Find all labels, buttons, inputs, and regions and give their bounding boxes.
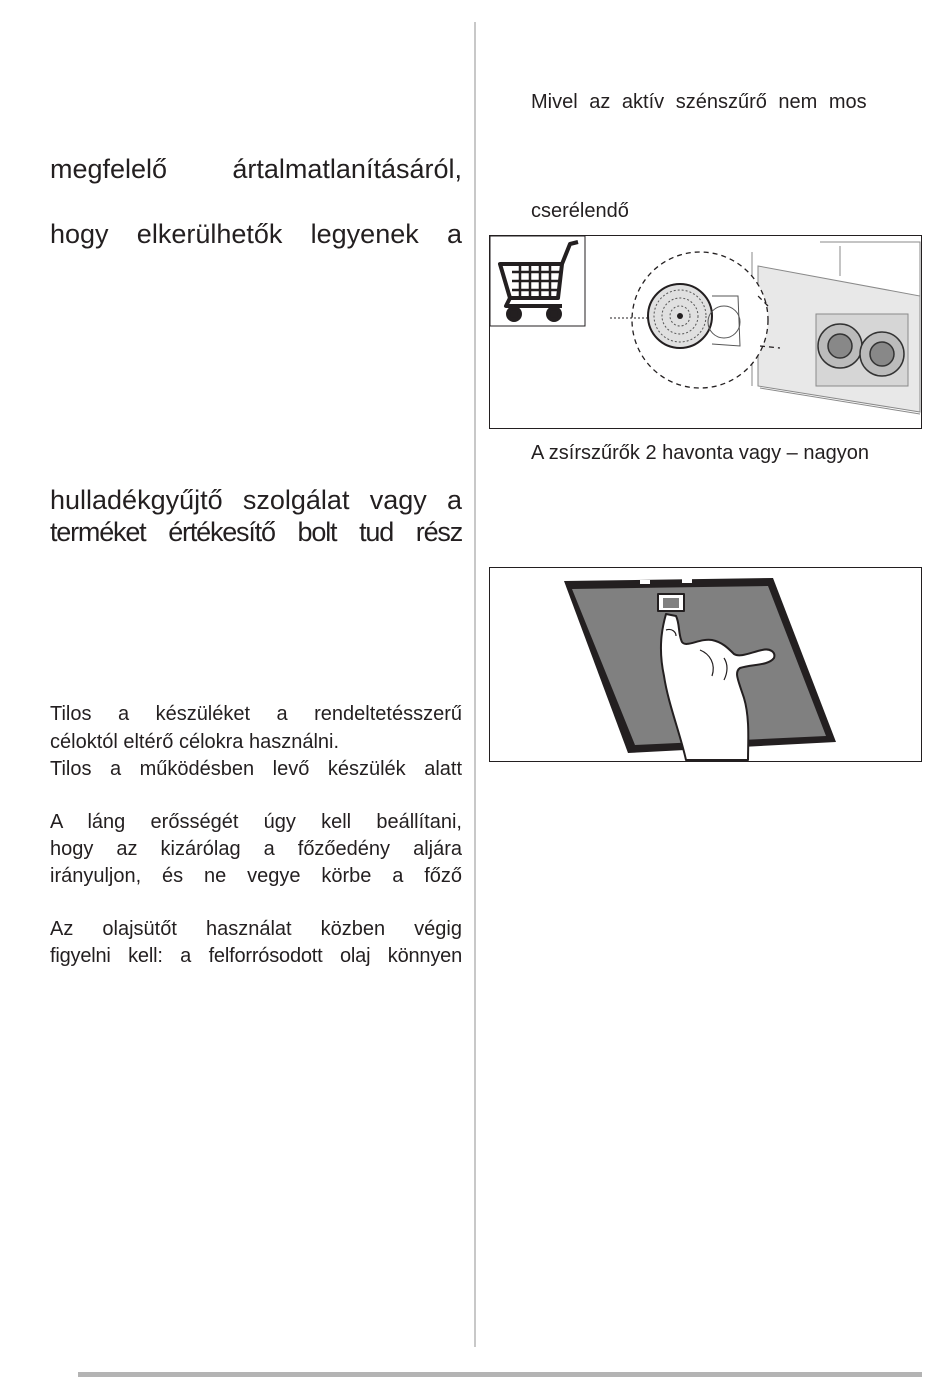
carbon-filter-figure bbox=[489, 235, 922, 429]
fryer-line-1: Az olajsütőt használat közben végig bbox=[50, 918, 462, 940]
disposal-line-3: hulladékgyűjtő szolgálat vagy a bbox=[50, 485, 462, 515]
flame-line-1: A láng erősségét úgy kell beállítani, bbox=[50, 811, 462, 833]
fryer-line-2: figyelni kell: a felforrósodott olaj könnyen bbox=[50, 945, 462, 967]
disposal-line-1: megfelelő ártalmatlanításáról, bbox=[50, 154, 462, 184]
footer-bar bbox=[78, 1372, 922, 1377]
column-divider bbox=[474, 22, 476, 1347]
grease-filter-figure bbox=[489, 567, 922, 762]
flame-line-2: hogy az kizárólag a főzőedény aljára bbox=[50, 838, 462, 860]
carbon-filter-text: Mivel az aktív szénszűrő nem mos bbox=[531, 91, 867, 113]
replace-text: cserélendő bbox=[531, 200, 629, 222]
disposal-line-2: hogy elkerülhetők legyenek a bbox=[50, 219, 462, 249]
flame-line-3: irányuljon, és ne vegye körbe a főző bbox=[50, 865, 462, 887]
grease-filter-text: A zsírszűrők 2 havonta vagy – nagyon bbox=[531, 442, 869, 464]
misuse-line-2: céloktól eltérő célokra használni. bbox=[50, 731, 340, 753]
misuse-line-1: Tilos a készüléket a rendeltetésszerű bbox=[50, 703, 462, 725]
disposal-line-4: terméket értékesítő bolt tud rész bbox=[50, 517, 462, 547]
misuse-line-3: Tilos a működésben levő készülék alatt bbox=[50, 758, 462, 780]
